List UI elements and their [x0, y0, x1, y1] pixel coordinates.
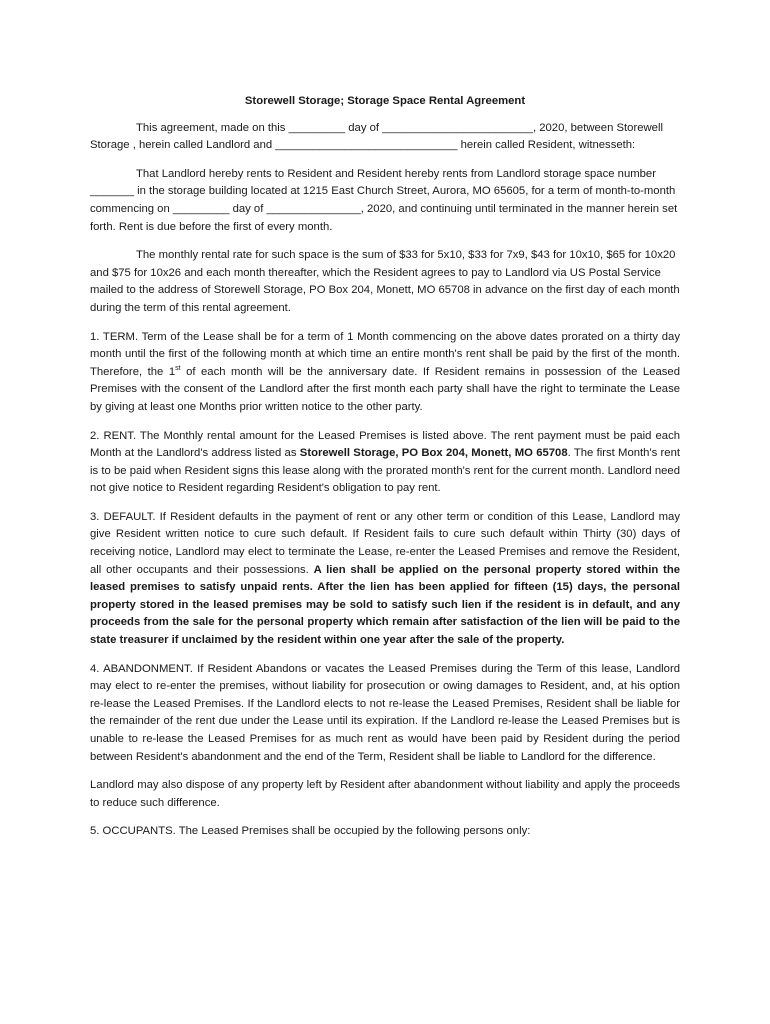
rate-clause-paragraph: The monthly rental rate for such space is the sum of $33 for 5x10, $33 for 7x9, $43 for 10x10, $65 for 10x20 and $75 for 10x26 and each month thereafter, which the Resident agrees to pay to Landlord via US Postal Service mailed to the address of Storewell Storage, PO Box 204, Monett, MO 65708 in advance on the first day of each month during the term of this rental agreement.: [90, 249, 680, 314]
dispose-paragraph: Landlord may also dispose of any property left by Resident after abandonment without liability and apply the proceeds to reduce such difference.: [90, 779, 680, 809]
term-text-1: 1. TERM. Term of the Lease shall be for a term of 1 Month commencing on the above dates prorated on a thirty day month until the first of the following month at which time an entire month's rent shall be paid by the first of the month. Therefore, the 1: [90, 330, 680, 378]
document-title: Storewell Storage; Storage Space Rental Agreement: [244, 95, 526, 107]
rent-section: [90, 428, 680, 498]
rent-address: Storewell Storage, PO Box 204, Monett, MO 65708: [299, 447, 568, 460]
intro-paragraph: This agreement, made on this _________ day of ________________________, 2020, between Storewell Storage , herein called Landlord and _____________________________ herein called Resident, witnesseth:: [90, 121, 663, 152]
abandonment-section: 4. ABANDONMENT. If Resident Abandons or vacates the Leased Premises during the Term of this lease, Landlord may elect to re-enter the premises, without liability for prosecution or owing damages to Resident, and, at his option re-lease the Leased Premises. If the Landlord elects to not re-lease the Leased Premises, Resident shall be liable for the remainder of the rent due under the Lease until its expiration. If the Landlord re-lease the Leased Premises but is unable to re-lease the Leased Premises for as much rent as would have been paid by Resident during the period between Resident's abandonment and the end of the Term, Resident shall be liable to Landlord for the difference.: [90, 662, 680, 763]
term-section: [90, 329, 680, 417]
rent-clause-paragraph: That Landlord hereby rents to Resident and Resident hereby rents from Landlord storage space number _______ in the storage building located at 1215 East Church Street, Aurora, MO 65605, for a term of month-to-month commencing on _________ day of _______________, 2020, and continuing until terminated in the manner herein set forth. Rent is due before the first of every month.: [90, 167, 678, 233]
occupants-section: 5. OCCUPANTS. The Leased Premises shall be occupied by the following persons only:: [90, 825, 531, 838]
default-section: [90, 509, 680, 650]
term-text-2: of each month will be the anniversary date. If Resident remains in possession of the Leased Premises with the consent of the Landlord after the first month each party shall have the right to terminate the Lease by giving at least one Months prior written notice to the other party.: [90, 365, 680, 413]
default-text: 3. DEFAULT. If Resident defaults in the payment of rent or any other term or condition of this Lease, Landlord may give Resident written notice to cure such default. If Resident fails to cure such default within Thirty (30) days of receiving notice, Landlord may elect to terminate the Lease, re-enter the Leased Premises and remove the Resident, all other occupants and their possessions.: [90, 510, 680, 576]
term-superscript: st: [175, 364, 181, 372]
rent-text-1: 2. RENT. The Monthly rental amount for the Leased Premises is listed above. The rent payment must be paid each Month at the Landlord's address listed as: [90, 429, 680, 460]
default-lien-text: A lien shall be applied on the personal property stored within the leased premises to satisfy unpaid rents. After the lien has been applied for fifteen (15) days, the personal property stored in the leased premises may be sold to satisfy such lien if the resident is in default, and any proceeds from the sale for the personal property which remain after satisfaction of the lien will be paid to the state treasurer if unclaimed by the resident within one year after the sale of the property.: [90, 563, 681, 647]
document-page: [90, 93, 680, 852]
rent-text-2: . The first Month's rent is to be paid when Resident signs this lease along with the prorated month's rent for the current month. Landlord need not give notice to Resident regarding Resident's obligation to pay rent.: [90, 447, 681, 495]
